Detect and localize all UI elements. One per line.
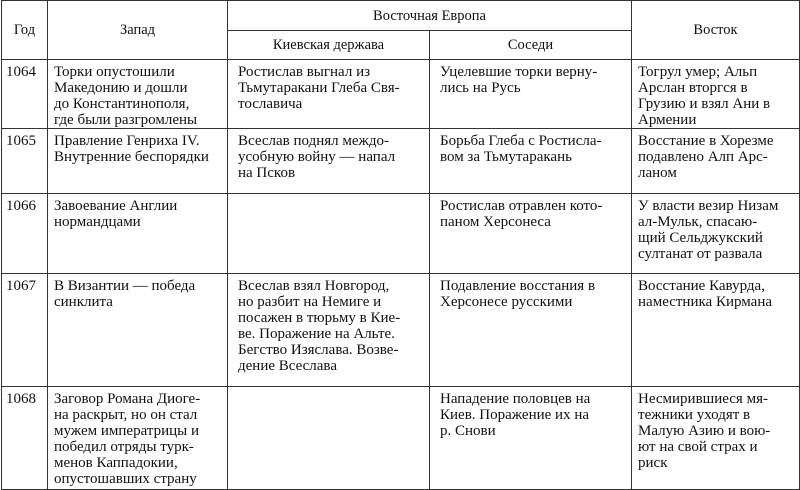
year-cell: 1065 (2, 129, 48, 194)
west-cell: В Византии — победа синклита (48, 274, 228, 387)
year-cell: 1066 (2, 194, 48, 274)
kiev-cell: Всеслав взял Новгород, но разбит на Немиге и посажен в тюрьму в Кие- ве. Поражение на Альте. Бегство Изяслава. Возве- дение Всеслава (228, 274, 430, 387)
table-row (2, 194, 800, 274)
chronology-table (1, 0, 800, 490)
kiev-cell (228, 387, 430, 490)
kiev-cell: Всеслав поднял междо- усобную войну — напал на Псков (228, 129, 430, 194)
west-cell: Правление Генриха IV. Внутренние беспорядки (48, 129, 228, 194)
table-row (2, 129, 800, 194)
west-cell: Заговор Романа Диоге- на раскрыт, но он стал мужем императрицы и победил отряды турк- менов Каппадокии, опустошавших страну (48, 387, 228, 490)
neighbors-cell: Подавление восстания в Херсонесе русскими (430, 274, 632, 387)
east-cell: Восстание Кавурда, наместника Кирмана (632, 274, 800, 387)
header-east-europe: Восточная Европа (228, 1, 632, 31)
east-cell: Несмирившиеся мя- тежники уходят в Малую Азию и вою- ют на свой страх и риск (632, 387, 800, 490)
neighbors-cell: Ростислав отравлен кото- паном Херсонеса (430, 194, 632, 274)
neighbors-cell: Уцелевшие торки верну- лись на Русь (430, 60, 632, 129)
neighbors-cell: Борьба Глеба с Ростисла- вом за Тьмутаракань (430, 129, 632, 194)
header-neighbors: Соседи (430, 31, 632, 60)
header-kiev: Киевская держава (228, 31, 430, 60)
year-cell: 1064 (2, 60, 48, 129)
header-east: Восток (632, 1, 800, 60)
table-row (2, 274, 800, 387)
year-cell: 1067 (2, 274, 48, 387)
table-row (2, 387, 800, 490)
east-cell: Восстание в Хорезме подавлено Алп Арс- ланом (632, 129, 800, 194)
table-row (2, 60, 800, 129)
header-year: Год (2, 1, 48, 60)
west-cell: Завоевание Англии нормандцами (48, 194, 228, 274)
header-west: Запад (48, 1, 228, 60)
east-cell: Тогрул умер; Альп Арслан вторгся в Грузию и взял Ани в Армении (632, 60, 800, 129)
year-cell: 1068 (2, 387, 48, 490)
west-cell: Торки опустошили Македонию и дошли до Константинополя, где были разгромлены (48, 60, 228, 129)
east-cell: У власти везир Низам ал-Мульк, спасаю- щий Сельджукский султанат от развала (632, 194, 800, 274)
kiev-cell (228, 194, 430, 274)
neighbors-cell: Нападение половцев на Киев. Поражение их на р. Снови (430, 387, 632, 490)
kiev-cell: Ростислав выгнал из Тьмутаракани Глеба Свя- тославича (228, 60, 430, 129)
